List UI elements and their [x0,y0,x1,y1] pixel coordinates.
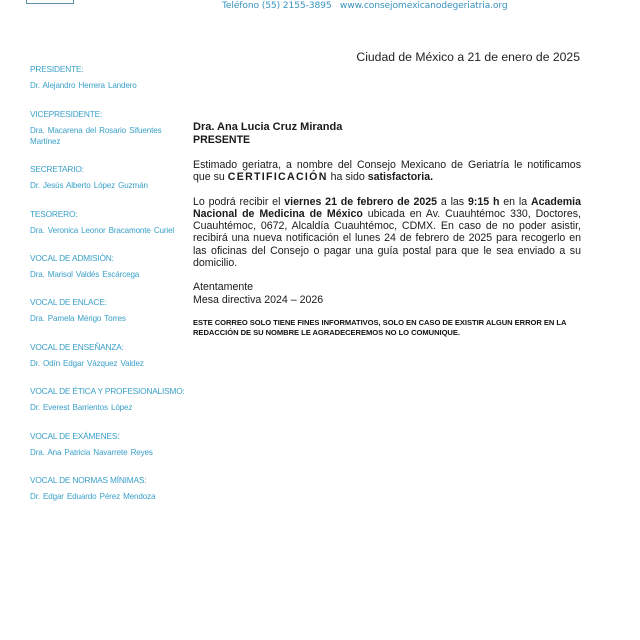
notification-paragraph [193,159,581,184]
board-member-name: Dra. Veronica Leonor Bracamonte Curiel [30,226,175,235]
delivery-time: 9:15 h [467,195,500,208]
board-member-admission [30,253,180,297]
board-sidebar [30,64,185,519]
board-role: VOCAL DE EXÁMENES: [30,431,120,441]
board-role: VOCAL DE ENLACE: [30,297,107,307]
board-member-name: Dr. Edgar Eduardo Pérez Mendoza [30,492,156,501]
board-member-ethics [30,386,185,431]
website-link[interactable]: www.consejomexicanodegeriatria.org [339,0,508,11]
board-member-vicepresident [30,109,180,164]
board-role: VICEPRESIDENTE: [30,109,103,119]
board-member-name: Dr. Jesús Alberto López Guzmán [30,181,148,190]
certification-result: satisfactoria. [367,171,434,184]
board-member-name: Dr. Alejandro Herrera Landero [30,81,137,90]
paragraph-text: Estimado geriatra, a nombre del Consejo Mexicano de Geriatría le notificamos que su [193,159,581,184]
paragraph-text: Lo podrá recibir el [193,195,285,208]
disclaimer-notice: ESTE CORREO SOLO TIENE FINES INFORMATIVOS, SOLO EN CASO DE EXISTIR ALGUN ERROR EN LA REDACCIÓN DE SU NOMBRE LE AGRADECEREMOS NO LO COMUNIQUE. [193,317,567,337]
board-role: VOCAL DE ADMISIÓN: [30,253,114,263]
board-member-treasurer [30,209,180,253]
board-role: TESORERO: [30,209,78,219]
certification-label: CERTIFICACIÓN [227,171,328,184]
signature: Mesa directiva 2024 – 2026 [193,293,324,306]
board-member-name: Dr. Odín Edgar Vázquez Valdez [30,359,144,368]
board-member-name: Dr. Everest Barrientos López [30,403,133,412]
board-role: VOCAL DE ÉTICA Y PROFESIONALISMO: [30,386,185,396]
board-member-president [30,64,180,109]
board-member-secretary [30,164,180,209]
paragraph-text: ubicada en Av. Cuauhtémoc 330, Doctores, Cuauhtémoc, 0672, Alcaldía Cuauhtémoc, CDMX. En caso de no poder asistir, recibirá una nueva notificación el lunes 24 de febrero de 2025 para recogerlo en las oficinas del Consejo o pagar una guía postal para que le sea enviado a su domicilio. [193,207,581,270]
board-member-liaison [30,297,180,342]
board-role: SECRETARIO: [30,164,84,174]
board-member-name: Dra. Pamela Mérigo Torres [30,314,126,323]
paragraph-text: ha sido [327,171,368,184]
board-member-name: Dra. Marisol Valdés Escárcega [30,270,140,279]
board-member-exams [30,431,180,475]
recipient-status: PRESENTE [193,134,251,146]
signature-block [193,281,581,306]
delivery-paragraph [193,196,581,270]
board-member-teaching [30,342,180,386]
board-member-standards [30,475,180,519]
letterhead-contact [222,0,508,12]
recipient-name: Dra. Ana Lucia Cruz Miranda [193,121,343,133]
board-role: PRESIDENTE: [30,64,84,74]
board-member-name: Dra. Macarena del Rosario Sifuentes Martínez [30,126,162,146]
paragraph-text: en la [499,195,531,208]
letter-date: Ciudad de México a 21 de enero de 2025 [356,50,580,64]
board-role: VOCAL DE NORMAS MÍNIMAS: [30,475,147,485]
board-member-name: Dra. Ana Patricia Navarrete Reyes [30,448,153,457]
letter-body [193,120,581,338]
board-role: VOCAL DE ENSEÑANZA: [30,342,124,352]
delivery-venue: Academia Nacional de Medicina de México [193,195,581,220]
logo-frame [26,0,74,4]
closing: Atentamente [193,281,254,294]
delivery-date: viernes 21 de febrero de 2025 [284,195,438,208]
phone-number: Teléfono (55) 2155-3895 [222,0,332,11]
paragraph-text: a las [437,195,468,208]
